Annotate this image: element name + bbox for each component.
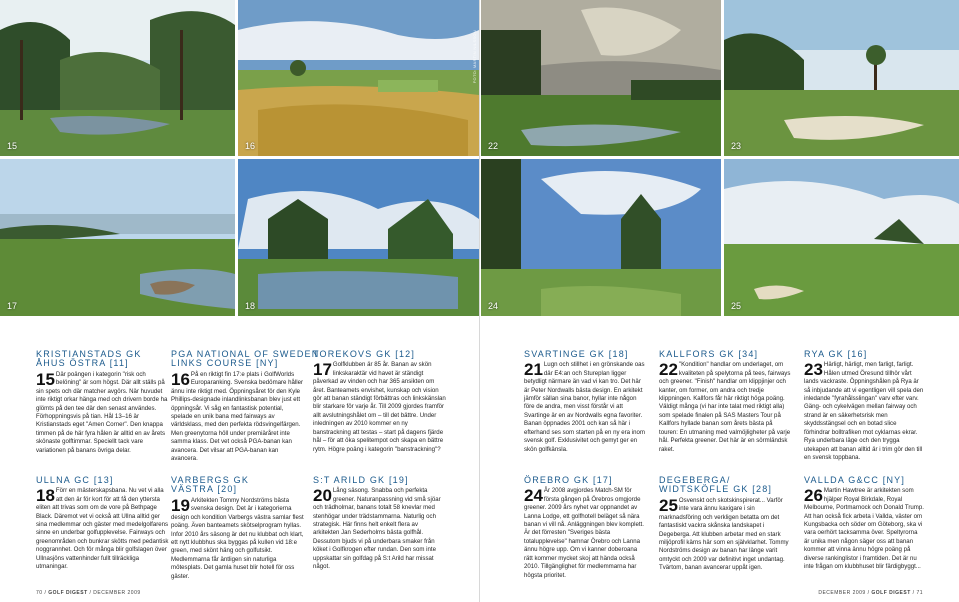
article-torekovs — [313, 350, 446, 454]
article-svartinge — [524, 350, 646, 454]
rank-number: 18 — [36, 486, 55, 506]
footer-left: 70 / GOLF DIGEST / DECEMBER 2009 — [36, 590, 141, 596]
photo-25 — [724, 159, 959, 316]
rank-number: 16 — [171, 369, 190, 389]
photo-16-image — [238, 0, 479, 156]
page-gutter — [479, 0, 480, 602]
rank-number: 22 — [659, 360, 678, 380]
article-body: 23 Härligt, härligt, men farligt, farligt. Hålen utmed Öresund tillhör vårt lands vackraste. Öppningshålen på Rya är så inbjudande att vi egentligen vill spela den inledande "fyrahålsslingan" varv efter varv. Gäng- och cykelvägen mellan fairway och strand är en säkerhetsrisk men skyddsstängsel och en botad slice förhindrar bolltrafiken mot cyklarnas ekrar. Rya underbara läge och den trygga utekapen att banan alltid är i trim gör den till en svensk toppbana. — [804, 360, 924, 461]
article-body: 22 "Kondition" handlar om underlaget, om kvaliteten på spelytorna på tees, fairways och greener. "Finish" handlar om klippjinjer och kanter, om former, om andra och tredje klippningen. Kallfors får här riktigt höga poäng. Väldigt många (vi har inte talat med riktigt alla) som spelade finalen på SAS Masters Tour på Kallfors hyllade banan som årets bästa på touren: En utmaning med valmöjligheter på varje hål. Perfekta greener. Det här är en sörmländsk raket. — [659, 360, 791, 453]
photo-23-image — [724, 0, 959, 156]
rank-number: 24 — [524, 486, 543, 506]
photo-18 — [238, 159, 479, 316]
photo-number: 15 — [7, 141, 18, 151]
issue-date: DECEMBER 2009 — [818, 590, 866, 596]
article-title: TOREKOVS GK [12] — [313, 349, 416, 359]
photo-22-image — [481, 0, 721, 156]
photo-25-image — [724, 159, 959, 316]
article-title: PGA NATIONAL OF SWEDEN LINKS COURSE [NY] — [171, 349, 320, 369]
article-body: 17 Golfklubben är 85 år. Banan av skön linkskaraktär vid havet är ständigt påverkad av vinden och har 365 ansikten om året. Banteamets envishet, kunskap och vision gör att banan ständigt förbättras och linkskänslan blir starkare för varje år. Till 2009 gjordes framför allt avslutningshålet om – till det bättre. Under inledningen av 2010 kommer en ny banstrackning att testas – start på dagens fjärde hål – för att öka spelitempot och skapa en bättre rytm. Högre poäng i kategorin "banstrackning"? — [313, 360, 446, 453]
article-title: RYA GK [16] — [804, 349, 868, 359]
photo-15 — [0, 0, 235, 156]
article-body: 18 Förr en mästerskapsbana. Nu vet vi alla att den är för kort för att få den yttersta eliten att trivas som om de vore på Bethpage Black. Däremot vet vi också att Ullna alltid ger sina medlemmar och gäster med medelgolfarens sinne en underbar golfupplevelse. Fairways och greenområden och bunkrar skötts med pedantisk noggrannhet. Och för många blir golfslagen över Ullnasjöns vattenhinder fullt tillräckliga utmaningar. — [36, 486, 169, 571]
photo-23 — [724, 0, 959, 156]
article-title: KALLFORS GK [34] — [659, 349, 759, 359]
photo-number: 16 — [245, 141, 256, 151]
article-orebro — [524, 476, 646, 580]
magazine-name: GOLF DIGEST — [48, 590, 88, 596]
article-body: 15 Där poängen i kategorin "risk och belöning" är som högst. Där allt ställs på sin spets och där matcher avgörs. När huvudet inte riktigt orkar hänga med och drivern borde ha glömts på den tee där den senast användes. Förhoppningsvis på tian. Hål 13–16 är Kristianstads eget "Amen Corner". Den knappa timmen på de här fyra hålen är alltid en av årets skönaste golftimmar. Speciellt tack vare variationen på banans övriga delar. — [36, 369, 168, 454]
article-title: VALLDA G&CC [NY] — [804, 475, 906, 485]
article-vallda — [804, 476, 924, 572]
article-varbergs — [171, 476, 304, 581]
photo-number: 22 — [488, 141, 499, 151]
article-title: SVARTINGE GK [18] — [524, 349, 629, 359]
photo-16 — [238, 0, 479, 156]
photo-number: 17 — [7, 301, 18, 311]
photo-credit: FOTO: MARTIN NILSSON — [472, 30, 477, 84]
rank-number: 25 — [659, 495, 678, 515]
page-number: 71 — [916, 590, 923, 596]
article-title: S:T ARILD GK [19] — [313, 475, 409, 485]
article-kristianstads — [36, 350, 169, 455]
article-body: 25 Osvenskt och skotskinspirerat... Varför inte vara ännu kaxigare i sin marknadsföring och verkligen betatta om det fantastiskt vackra skånska landskapet i Degeberga. Att klubben arbetar med en stark miljöprofil kärns här som en självklarhet. Tommy Nordströms design av banan har länge varit omtyckt och 2009 var definitivt inget undantag. Tvärtom, banan avancerar uppåt igen. — [659, 495, 789, 572]
footer-right: DECEMBER 2009 / GOLF DIGEST / 71 — [818, 590, 923, 596]
article-st-arild — [313, 476, 446, 572]
photo-number: 23 — [731, 141, 742, 151]
rank-number: 21 — [524, 360, 543, 380]
article-kallfors — [659, 350, 792, 454]
photo-24 — [481, 159, 721, 316]
magazine-name: GOLF DIGEST — [871, 590, 911, 596]
photo-15-image — [0, 0, 235, 156]
article-rya — [804, 350, 924, 462]
article-body: 21 Lugn och stillhet i en grönskande oas där E4:an och Stureplan ligger betydligt närmare än vad vi kan tro. Det här är Peter Nordwalls bästa design. En arkitekt jämför sällan sina banor, hyllar inte någon före de andra, men visst förstår vi att Svartinge är en av Nordwalls egna favoriter. Banan öppnades 2001 och kan så här i efterhand ses som starten på en ny era inom svensk golf. Exklusivitet och gemyt ger en skön golfkänsla. — [524, 360, 645, 453]
article-body: 19 Arkitekten Tommy Nordströms bästa svenska design. Det är i kategorierna design och kondition Varbergs västra samlar flest poäng. Även banteamets skötselprogram hyllas. Infor 2010 års säsong är det nu klubbat och klart, ett nytt klubbhus ska byggas på kullen vid 18:e green, med skönt häng och golfutsikt. Medlemmarna får äntligen sin naturliga mötesplats. Det gamla huset blir hotell för oss gäster. — [171, 495, 304, 580]
rank-number: 19 — [171, 495, 190, 515]
rank-number: 26 — [804, 486, 823, 506]
photo-number: 25 — [731, 301, 742, 311]
photo-18-image — [238, 159, 479, 316]
article-title: KRISTIANSTADS GK ÅHUS ÖSTRA [11] — [36, 349, 142, 369]
article-body: 26 Martin Hawtree är arkitekten som hjälper Royal Birkdale, Royal Melbourne, Portmarnock och Donald Trump. Att han också fick arbeta i Vallda, väster om Kungsbacka och söder om Göteborg, ska vi vara oerhört tacksamma över. Speltyrorna är unika men någon säger oss att banan kommer att vinna ännu högre poäng på diverse rankinglistor i framtiden. Det är nu inte frågan om klubbhuset blir färdigbyggt... — [804, 486, 924, 571]
article-body: 20 Lång säsong. Snabba och perfekta greener. Naturanpassning vid små sjöar och trädholmar, banans totalt 58 knevlar med stenhögar under trädstammarna. Naturlig och strategisk. Här finns helt enkelt flera av arkitekten Jan Sederholms bästa golfhål. Dessutom bjuds vi på underbara smaker från köket i Golfkrogen efter rundan. Den som inte uppskattar sin golfdag på S:t Arild har missat något. — [313, 486, 441, 571]
rank-number: 17 — [313, 360, 332, 380]
page-number: 70 — [36, 590, 43, 596]
article-title: DEGEBERGA/ WIDTSKÖFLE GK [28] — [659, 475, 773, 495]
article-degeberga — [659, 476, 792, 573]
article-body: 16 På en riktigt fin 17:e plats i GolfWorlds Europaranking. Svenska bedömare håller ännu inte riktigt med. Öppningsåret för den Kyle Phillips-designade inlandlinksbanan blev just ett öppningsår. Vi såg en fantastisk potential, spelade en unik bana med fairways av världsklass, med den perfekta rödsvingelfärgen. Men greenytorna höll under premiäråret inte samma klass. Det vet också PGA-banan kan avancera. Det vilsar att PGA-banan kan avancera. — [171, 369, 304, 462]
article-title: VARBERGS GK VÄSTRA [20] — [171, 475, 250, 495]
article-title: ÖREBRO GK [17] — [524, 475, 613, 485]
rank-number: 20 — [313, 486, 332, 506]
photo-22 — [481, 0, 721, 156]
article-pga-national — [171, 349, 320, 463]
article-ullna — [36, 476, 169, 572]
article-title: ULLNA GC [13] — [36, 475, 114, 485]
photo-17-image — [0, 159, 235, 316]
photo-number: 24 — [488, 301, 499, 311]
rank-number: 23 — [804, 360, 823, 380]
photo-17 — [0, 159, 235, 316]
rank-number: 15 — [36, 369, 55, 389]
photo-number: 18 — [245, 301, 256, 311]
issue-date: DECEMBER 2009 — [93, 590, 141, 596]
article-body: 24 År 2008 avgjordes Match-SM för första gången på Örebros omgjorde greener. 2009 års nyhet var oppnandet av Lanna Lodge, ett golfhotell beläget så nära banan vi vill nå. Anläggningen blev komplett. Är det förresten "Sveriges bästa totalupplevelse" hamnar Örebro och Lanna ännu högre upp. Om vi kanner doberoana rätt kommer mycket skoj att hända också 2010. Tillgänglighet för medlemmarna har högsta prioritet. — [524, 486, 644, 579]
photo-24-image — [481, 159, 721, 316]
